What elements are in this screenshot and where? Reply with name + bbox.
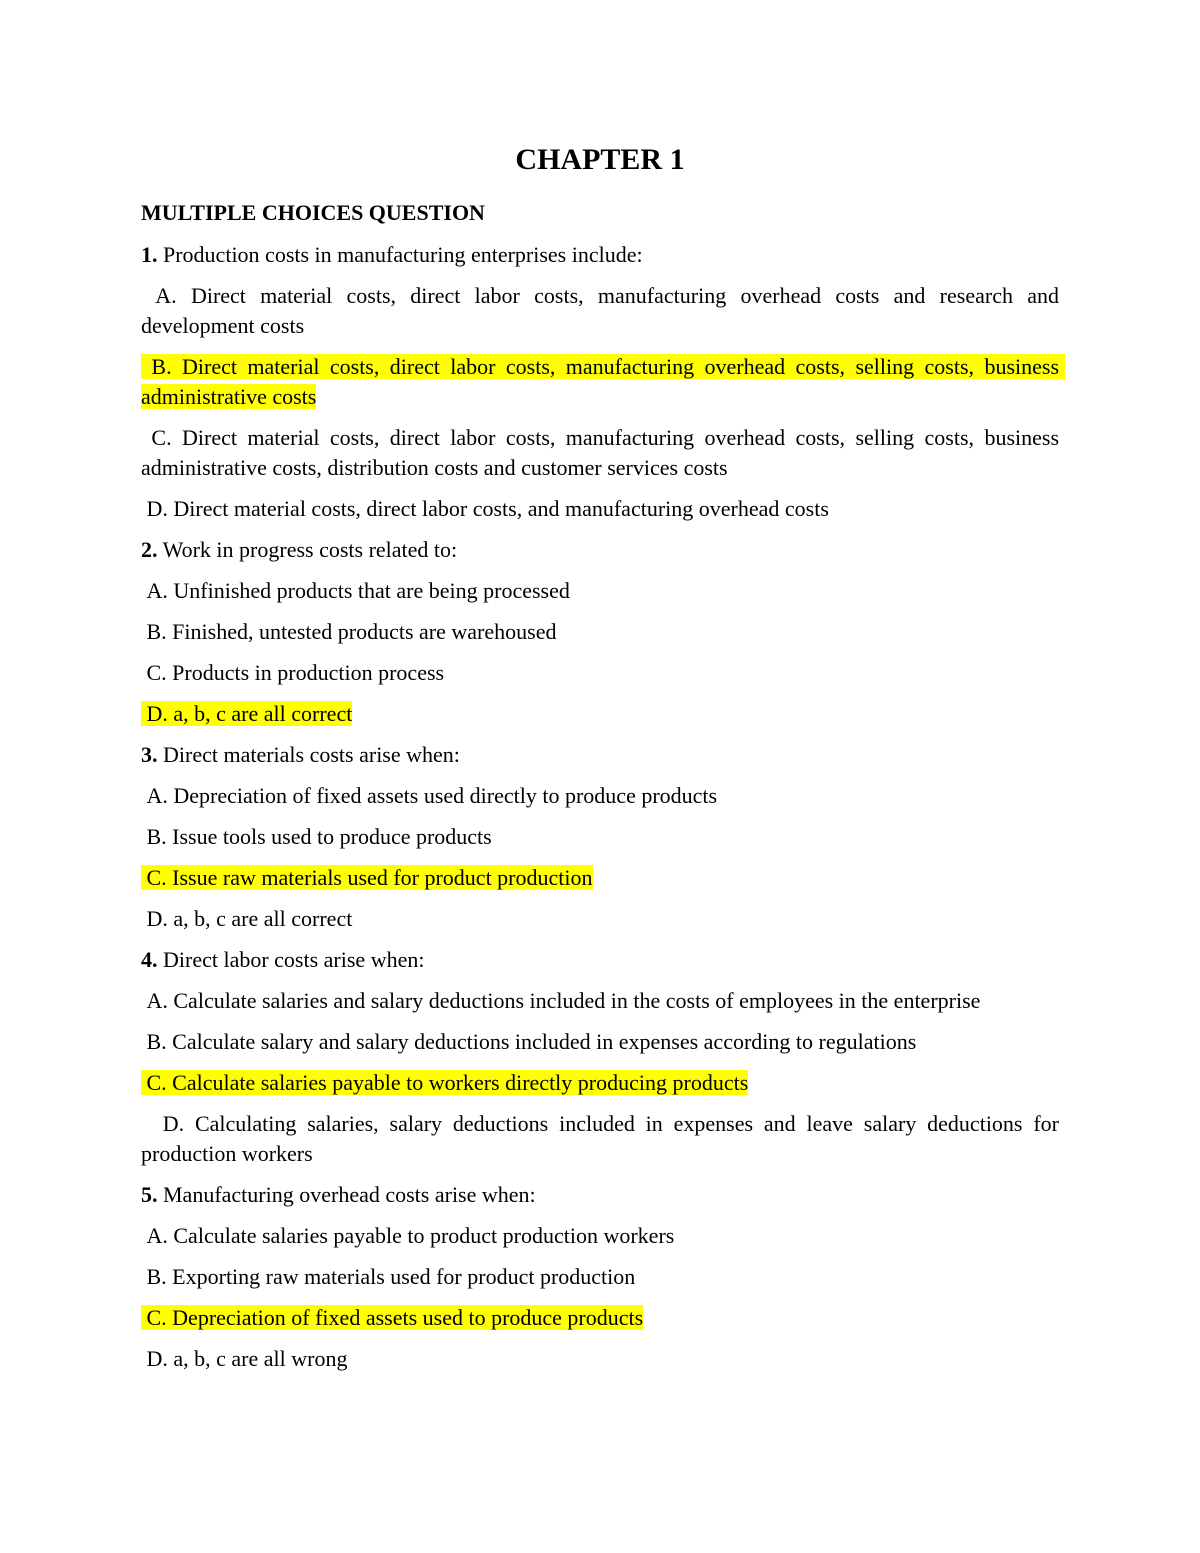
answer-option-highlighted xyxy=(141,1068,1059,1098)
answer-option-text: A. Direct material costs, direct labor costs, manufacturing overhead costs and research and development costs xyxy=(141,283,1065,338)
question-number: 3. xyxy=(141,742,158,767)
answer-option xyxy=(141,576,1059,606)
answer-option-text: D. a, b, c are all correct xyxy=(141,701,353,726)
answer-option-text: C. Direct material costs, direct labor costs, manufacturing overhead costs, selling costs, business administrative costs, distribution costs and customer services costs xyxy=(141,425,1065,480)
answer-option xyxy=(141,658,1059,688)
answer-option-text: C. Calculate salaries payable to workers directly producing products xyxy=(141,1070,749,1095)
question-stem xyxy=(141,740,1059,770)
question-stem xyxy=(141,535,1059,565)
answer-option-text: A. Calculate salaries and salary deductions included in the costs of employees in the enterprise xyxy=(141,988,981,1013)
answer-option-text: D. Calculating salaries, salary deductions included in expenses and leave salary deductions for production workers xyxy=(141,1111,1065,1166)
answer-option xyxy=(141,1344,1059,1374)
question-text: Work in progress costs related to: xyxy=(157,537,458,562)
answer-option-text: B. Finished, untested products are warehoused xyxy=(141,619,557,644)
answer-option-text: C. Depreciation of fixed assets used to produce products xyxy=(141,1305,644,1330)
answer-option-highlighted xyxy=(141,352,1065,412)
answer-option xyxy=(141,1262,1059,1292)
question-text: Direct labor costs arise when: xyxy=(157,947,425,972)
answer-option-text: C. Issue raw materials used for product production xyxy=(141,865,593,890)
question-text: Manufacturing overhead costs arise when: xyxy=(157,1182,536,1207)
document-page xyxy=(141,140,1065,1385)
answer-option-text: A. Unfinished products that are being processed xyxy=(141,578,570,603)
answer-option-text: D. Direct material costs, direct labor costs, and manufacturing overhead costs xyxy=(141,496,829,521)
answer-option xyxy=(141,781,1059,811)
answer-option xyxy=(141,1221,1059,1251)
question-number: 1. xyxy=(141,242,158,267)
answer-option-text: B. Issue tools used to produce products xyxy=(141,824,492,849)
answer-option xyxy=(141,822,1059,852)
answer-option-text: B. Exporting raw materials used for product production xyxy=(141,1264,636,1289)
answer-option-highlighted xyxy=(141,699,1059,729)
section-title: MULTIPLE CHOICES QUESTION xyxy=(141,200,485,225)
question-number: 2. xyxy=(141,537,158,562)
question-stem xyxy=(141,1180,1059,1210)
answer-option-text: D. a, b, c are all correct xyxy=(141,906,353,931)
answer-option-text: A. Depreciation of fixed assets used directly to produce products xyxy=(141,783,718,808)
answer-option xyxy=(141,281,1065,341)
answer-option xyxy=(141,904,1059,934)
question-number: 4. xyxy=(141,947,158,972)
answer-option xyxy=(141,617,1059,647)
answer-option-text: C. Products in production process xyxy=(141,660,445,685)
answer-option xyxy=(141,494,1059,524)
answer-option xyxy=(141,986,1059,1016)
answer-option-highlighted xyxy=(141,863,1059,893)
answer-option-text: B. Direct material costs, direct labor costs, manufacturing overhead costs, selling costs, business administrative costs xyxy=(141,354,1065,409)
question-text: Production costs in manufacturing enterprises include: xyxy=(157,242,643,267)
answer-option-text: B. Calculate salary and salary deductions included in expenses according to regulations xyxy=(141,1029,917,1054)
question-list xyxy=(141,240,1065,1374)
question-text: Direct materials costs arise when: xyxy=(157,742,460,767)
answer-option xyxy=(141,1027,1059,1057)
question-stem xyxy=(141,945,1059,975)
question-number: 5. xyxy=(141,1182,158,1207)
answer-option xyxy=(141,1109,1065,1169)
question-stem xyxy=(141,240,1059,270)
answer-option-text: D. a, b, c are all wrong xyxy=(141,1346,348,1371)
answer-option-highlighted xyxy=(141,1303,1059,1333)
chapter-title: CHAPTER 1 xyxy=(515,143,685,176)
answer-option-text: A. Calculate salaries payable to product production workers xyxy=(141,1223,675,1248)
answer-option xyxy=(141,423,1065,483)
